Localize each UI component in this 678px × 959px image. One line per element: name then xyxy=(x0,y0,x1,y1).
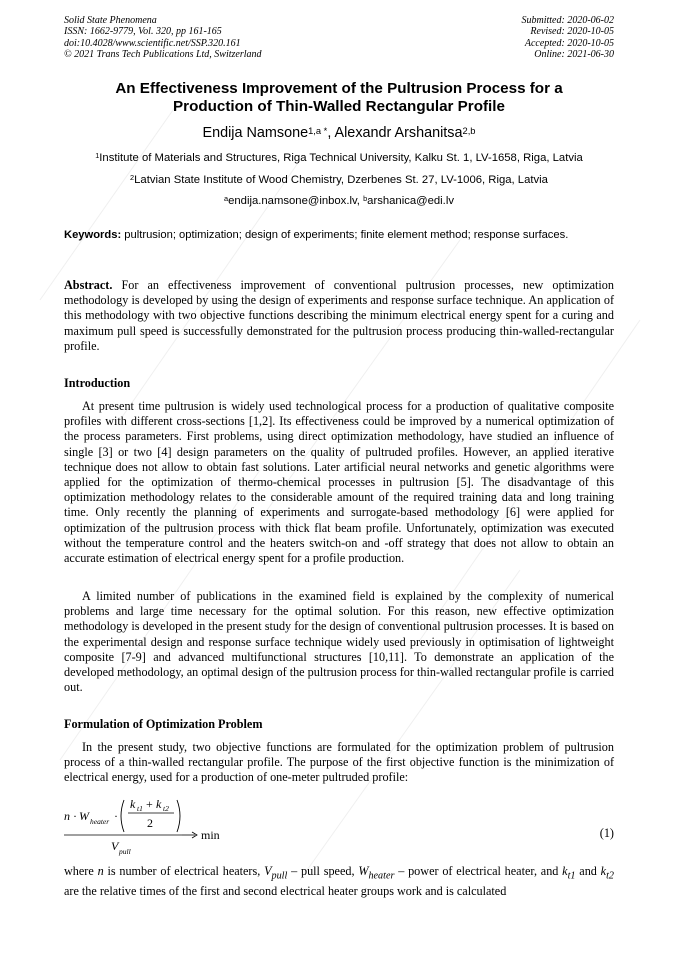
title-line: An Effectiveness Improvement of the Pultrusion Process for a xyxy=(115,80,563,97)
copyright-line: © 2021 Trans Tech Publications Ltd, Switzerland xyxy=(64,49,262,61)
affil-text: Latvian State Institute of Wood Chemistry, Dzerbenes St. 27, LV-1006, Riga, Latvia xyxy=(134,174,548,186)
revised-date: Revised: 2020-10-05 xyxy=(530,26,614,38)
abstract xyxy=(64,278,614,354)
email-link[interactable]: endija.namsone@inbox.lv, xyxy=(228,195,364,207)
var-W-sub: heater xyxy=(368,870,395,882)
equation-1 xyxy=(64,790,614,862)
eq-n: n xyxy=(64,809,70,823)
formulation-paragraph: In the present study, two objective functions are formulated for the optimization problem of pultrusion process of a thin-walled rectangular profile. The purpose of the first objective function is the minimization of electrical energy, used for a production of one-meter pultruded profile: xyxy=(64,740,614,785)
author-separator: , xyxy=(327,125,335,141)
journal-info xyxy=(64,15,262,61)
submission-dates xyxy=(522,15,615,61)
eq-two: 2 xyxy=(147,816,153,830)
submitted-date: Submitted: 2020-06-02 xyxy=(521,15,614,26)
journal-name: Solid State Phenomena xyxy=(64,15,157,26)
accepted-date: Accepted: 2020-10-05 xyxy=(524,37,614,49)
online-date: Online: 2021-06-30 xyxy=(534,49,614,61)
eq-dot: · xyxy=(73,809,77,823)
eq-plus: + xyxy=(146,797,153,811)
var-W: W xyxy=(358,864,369,878)
var-k1-sub: t1 xyxy=(567,870,576,882)
eq-dot: · xyxy=(114,809,118,823)
affiliation-2 xyxy=(40,173,638,187)
affil-marker: 1 xyxy=(95,151,100,160)
var-V-sub: pull xyxy=(271,870,288,882)
eq-W: W xyxy=(79,809,89,823)
author-name: Endija Namsone xyxy=(202,125,309,141)
author-name: Alexandr Arshanitsa xyxy=(334,125,463,141)
text-run: are the relative times of the first and second electrical heater groups work and is calculated xyxy=(64,883,507,898)
equation-number: (1) xyxy=(599,826,614,840)
keywords xyxy=(64,228,614,242)
author-emails xyxy=(40,194,638,208)
var-V: V xyxy=(264,864,272,878)
eq-W-sub: heater xyxy=(90,817,110,826)
affil-marker: 2 xyxy=(130,173,135,182)
text-run: – power of electrical heater, and xyxy=(394,864,563,878)
doi-line: doi:10.4028/www.scientific.net/SSP.320.161 xyxy=(64,37,241,49)
eq-V-sub: pull xyxy=(119,847,131,856)
keywords-text: pultrusion; optimization; design of experiments; finite element method; response surfaces. xyxy=(121,229,569,241)
var-k2-sub: t2 xyxy=(606,870,614,882)
eq-min: min xyxy=(201,828,220,842)
var-k: k xyxy=(562,864,568,878)
text-run: – pull speed, xyxy=(287,864,359,878)
text-run: is number of electrical heaters, xyxy=(103,864,265,878)
issn-line: ISSN: 1662-9779, Vol. 320, pp 161-165 xyxy=(64,26,222,38)
eq-V: V xyxy=(111,839,119,853)
text-run: and xyxy=(579,864,601,878)
affiliation-1 xyxy=(40,151,638,165)
eq-k2-sub: t2 xyxy=(163,804,169,813)
eq-right-paren xyxy=(177,800,180,832)
text-run: where xyxy=(64,864,98,878)
eq-k2: k xyxy=(156,797,162,811)
author-affil-marker: 2,b xyxy=(462,126,476,136)
section-heading-introduction: Introduction xyxy=(64,376,131,390)
paper-title xyxy=(60,80,618,116)
equation-graphic xyxy=(64,790,614,862)
email-marker: a xyxy=(224,194,229,203)
eq-k1-sub: t1 xyxy=(137,804,143,813)
eq-left-paren xyxy=(121,800,124,832)
email-link[interactable]: arshanica@edi.lv xyxy=(367,195,454,207)
email-marker: b xyxy=(363,194,368,203)
title-line: Production of Thin-Walled Rectangular Profile xyxy=(173,98,505,115)
intro-paragraph-2: A limited number of publications in the examined field is explained by the complexity of numerical problems and large time necessary for the optimal solution. For this reason, new effective optimization methodology is developed in the present study for the design of conventional pultrusion processes. It is based on the experimental design and response surface technique widely used previously in optimisation of lightweight composite [7-9] and advanced multifunctional structures [10,11]. To demonstrate an application of the developed methodology, an optimal design of the pultrusion process for thin-walled rectangular profile is carried out. xyxy=(64,589,614,695)
variables-paragraph xyxy=(64,864,614,899)
author-affil-marker: 1,a * xyxy=(308,126,328,136)
affil-text: Institute of Materials and Structures, Riga Technical University, Kalku St. 1, LV-1658, Riga, Latvia xyxy=(99,152,583,164)
var-n: n xyxy=(97,864,104,878)
abstract-text: For an effectiveness improvement of conventional pultrusion processes, new optimization methodology is developed by using the design of experiments and response surface technique. An application of this methodology with two objective functions describing the minimum electrical energy spent for a curing and maximum pull speed is successfully demonstrated for the pultrusion process producing thin-walled-rectangular profile. xyxy=(64,278,614,353)
eq-k1: k xyxy=(130,797,136,811)
keywords-label: Keywords: xyxy=(64,229,122,241)
intro-paragraph-1: At present time pultrusion is widely used technological process for a production of qualitative composite profiles with different cross-sections [1,2]. Its effectiveness could be improved by a numerical optimization of the process parameters. First problems, using direct optimization methodology, have studied an influence of single [3] or two [4] design parameters on the quality of pultruded profiles. However, an applied iterative technique does not allow to obtain fast solutions. Later artificial neural networks and genetic algorithms were applied for the optimization of thermo-chemical processes in pultrusion [5]. The disadvantage of this optimization methodology relates to the considerable amount of the required training data and long training time. Only recently the planning of experiments and surrogate-based methodology [6] were applied for optimization of the pultrusion process with thick flat beam profile. Unfortunately, optimization was executed without the temperature control and the heaters switch-on and -off strategy that does not allow to obtain an accurate estimation of electrical energy spent for a profile production. xyxy=(64,399,614,566)
author-list xyxy=(60,124,618,142)
var-k2: k xyxy=(600,864,607,878)
abstract-label: Abstract. xyxy=(64,278,113,292)
section-heading-formulation: Formulation of Optimization Problem xyxy=(64,717,263,731)
